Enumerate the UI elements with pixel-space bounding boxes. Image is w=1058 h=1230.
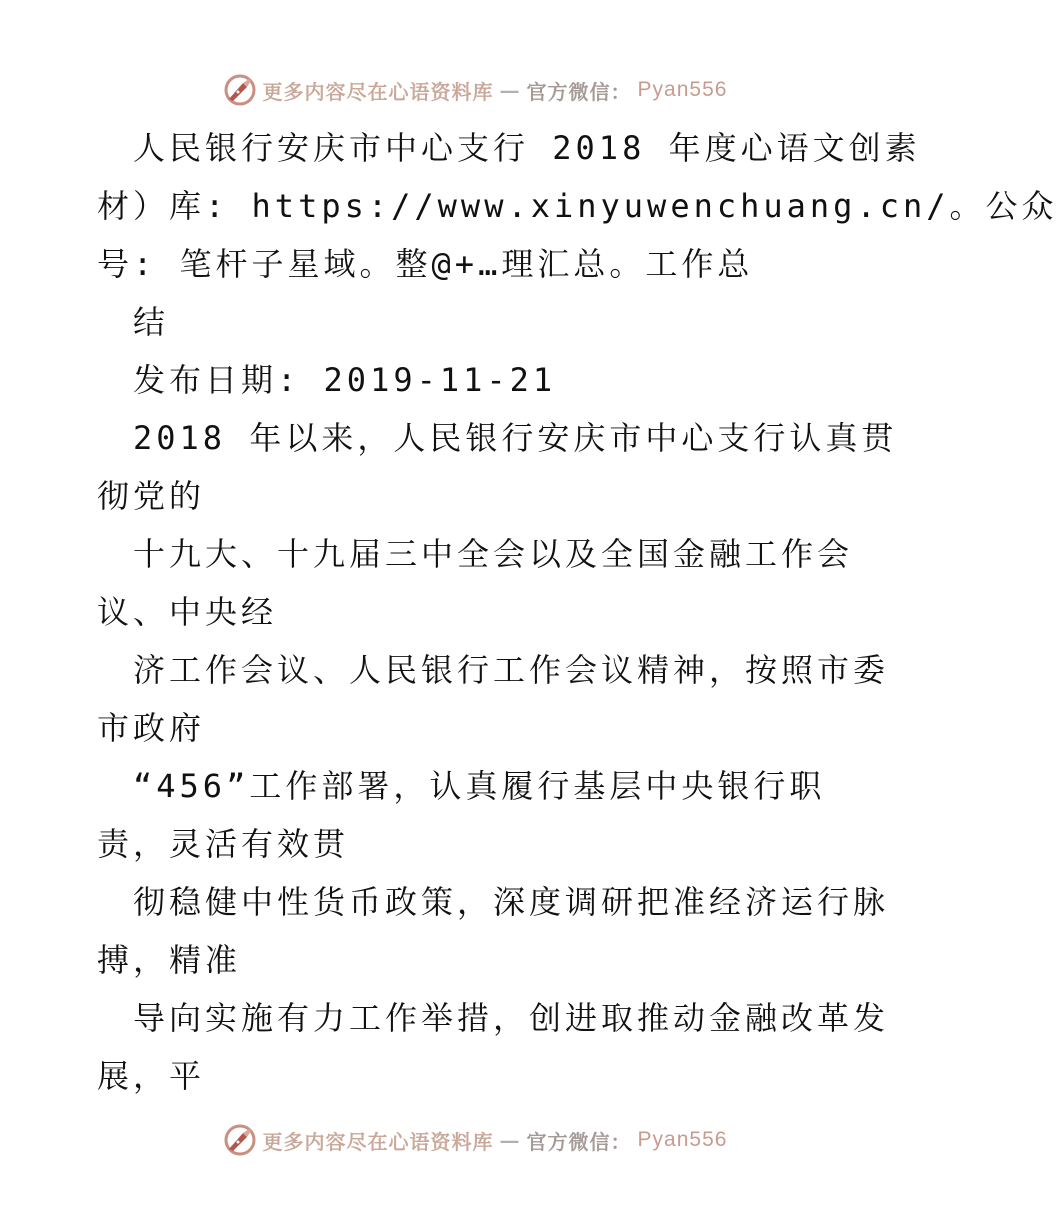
watermark-main-text: 更多内容尽在心语资料库 — [262, 1129, 494, 1154]
watermark-dash: — — [499, 78, 521, 102]
pen-nib-logo-icon — [223, 73, 257, 107]
text-line: 材）库: https://www.xinyuwenchuang.cn/。公众 — [97, 187, 1058, 225]
header-watermark-content — [223, 73, 728, 107]
text-line: 号: 笔杆子星域。整@+…理汇总。工作总 — [97, 245, 754, 283]
text-line: 彻党的 — [97, 477, 206, 515]
header-watermark-banner — [0, 70, 950, 110]
footer-watermark-content — [223, 1123, 728, 1157]
text-line: 市政府 — [97, 709, 206, 747]
text-line: 结 — [133, 303, 170, 341]
text-line: 济工作会议、人民银行工作会议精神，按照市委 — [133, 651, 890, 689]
text-line: 导向实施有力工作举措，创进取推动金融改革发 — [133, 999, 890, 1037]
watermark-wechat-id: Pyan556 — [637, 1128, 728, 1151]
watermark-wechat-label: 官方微信： — [526, 79, 632, 104]
text-line: 展，平 — [97, 1057, 206, 1095]
watermark-wechat-id: Pyan556 — [637, 78, 728, 101]
text-line: 2018 年以来，人民银行安庆市中心支行认真贯 — [133, 419, 898, 457]
text-line: 人民银行安庆市中心支行 2018 年度心语文创素 — [133, 129, 921, 167]
text-line: 责，灵活有效贯 — [97, 825, 350, 863]
watermark-wechat-label: 官方微信： — [526, 1129, 632, 1154]
text-line: 议、中央经 — [97, 593, 278, 631]
text-line: 十九大、十九届三中全会以及全国金融工作会 — [133, 535, 854, 573]
watermark-dash: — — [499, 1128, 521, 1152]
text-line: 彻稳健中性货币政策，深度调研把准经济运行脉 — [133, 883, 890, 921]
text-line: 搏，精准 — [97, 941, 242, 979]
pen-nib-logo-icon — [223, 1123, 257, 1157]
watermark-main-text: 更多内容尽在心语资料库 — [262, 79, 494, 104]
publish-date-line: 发布日期: 2019-11-21 — [133, 361, 557, 399]
footer-watermark-banner — [0, 1120, 950, 1160]
text-line: “456”工作部署，认真履行基层中央银行职 — [133, 767, 826, 805]
